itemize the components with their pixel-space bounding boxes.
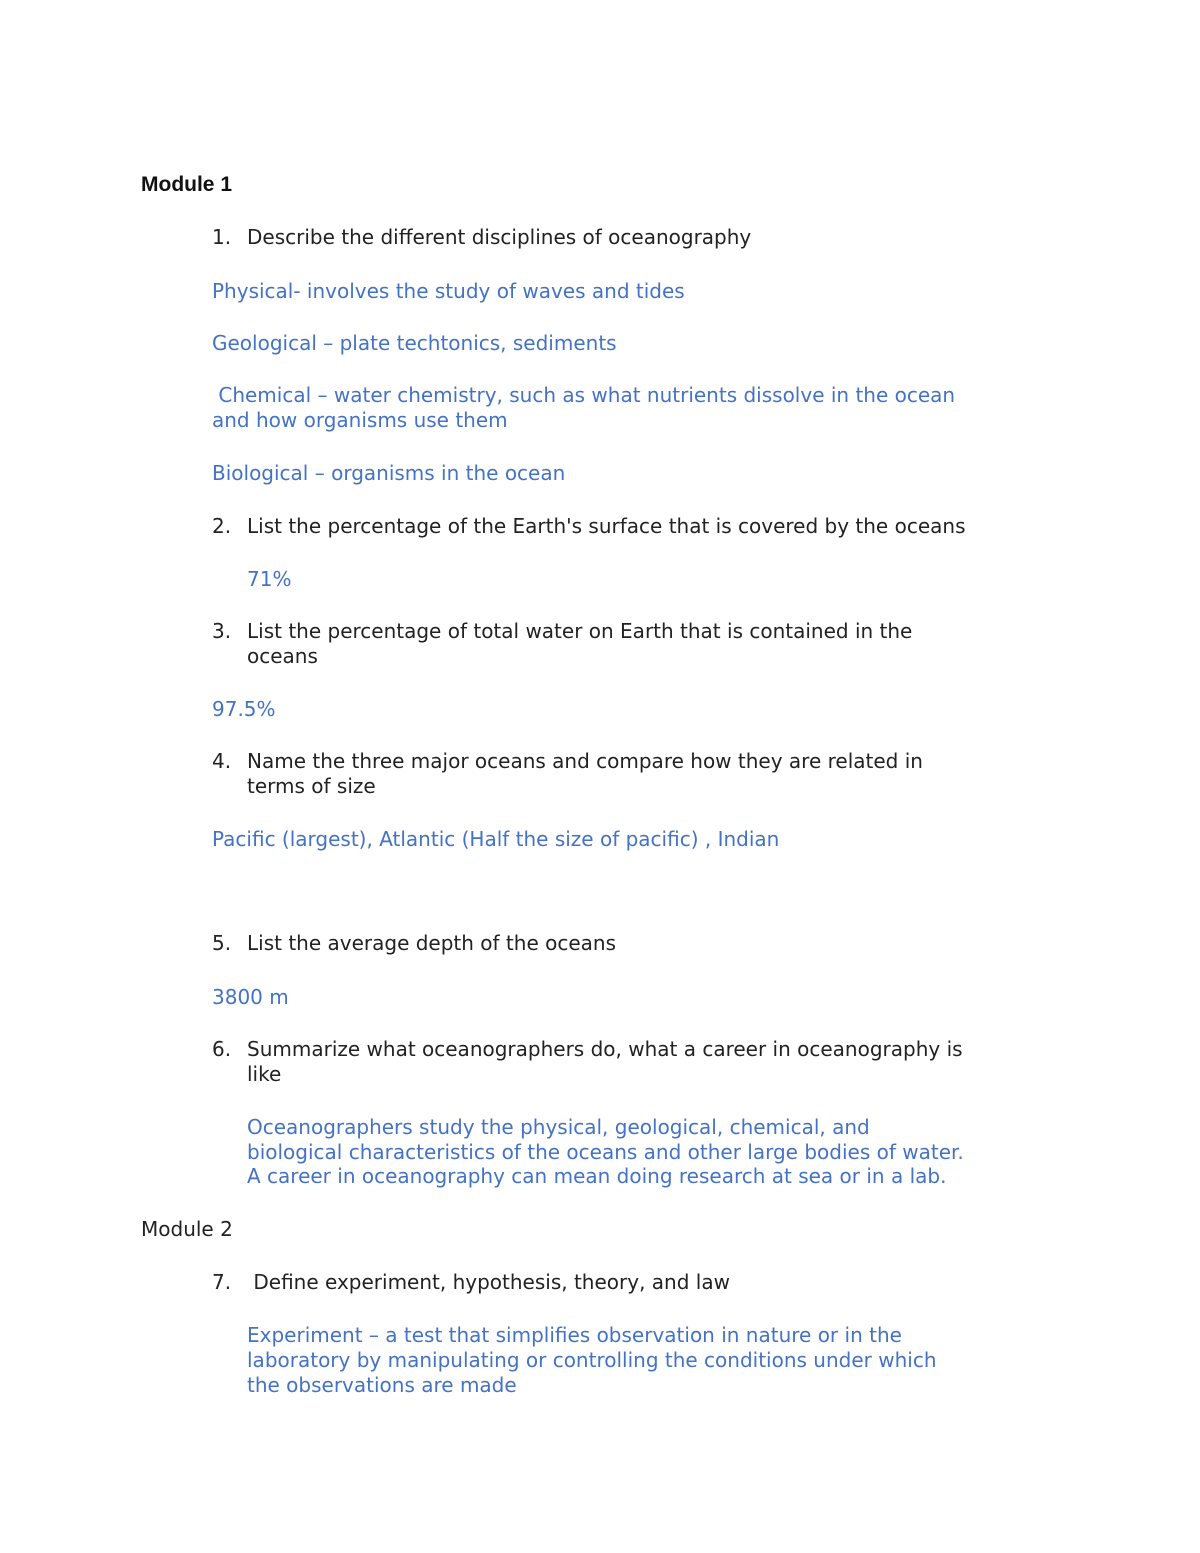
question-6-text-continued: like xyxy=(247,1062,282,1086)
answer-6-line-2: biological characteristics of the oceans and other large bodies of water. xyxy=(247,1140,964,1164)
question-1-number: 1. xyxy=(212,225,232,249)
question-4-number: 4. xyxy=(212,749,232,773)
question-7-number: 7. xyxy=(212,1270,232,1294)
question-7-text: Define experiment, hypothesis, theory, and law xyxy=(247,1270,730,1294)
module-1-heading: Module 1 xyxy=(141,173,233,196)
question-5-text: List the average depth of the oceans xyxy=(247,931,617,955)
answer-chemical-continued: and how organisms use them xyxy=(212,408,508,432)
question-5-number: 5. xyxy=(212,931,232,955)
question-3-text: List the percentage of total water on Earth that is contained in the xyxy=(247,619,913,643)
answer-physical: Physical- involves the study of waves and tides xyxy=(212,279,685,303)
answer-7-line-2: laboratory by manipulating or controlling the conditions under which xyxy=(247,1348,937,1372)
question-3-text-continued: oceans xyxy=(247,644,318,668)
answer-geological: Geological – plate techtonics, sediments xyxy=(212,331,617,355)
question-4-text: Name the three major oceans and compare how they are related in xyxy=(247,749,923,773)
answer-chemical: Chemical – water chemistry, such as what nutrients dissolve in the ocean xyxy=(212,383,956,407)
question-4-text-continued: terms of size xyxy=(247,774,376,798)
answer-biological: Biological – organisms in the ocean xyxy=(212,461,566,485)
question-3-number: 3. xyxy=(212,619,232,643)
question-6-text: Summarize what oceanographers do, what a career in oceanography is xyxy=(247,1037,963,1061)
answer-3: 97.5% xyxy=(212,697,276,721)
question-2-number: 2. xyxy=(212,514,232,538)
answer-2: 71% xyxy=(247,567,292,591)
answer-7-line-1: Experiment – a test that simplifies observation in nature or in the xyxy=(247,1323,902,1347)
answer-6-line-3: A career in oceanography can mean doing research at sea or in a lab. xyxy=(247,1164,947,1188)
answer-6-line-1: Oceanographers study the physical, geological, chemical, and xyxy=(247,1115,870,1139)
answer-5: 3800 m xyxy=(212,985,289,1009)
question-2-text: List the percentage of the Earth's surface that is covered by the oceans xyxy=(247,514,966,538)
module-2-heading: Module 2 xyxy=(141,1217,233,1241)
question-6-number: 6. xyxy=(212,1037,232,1061)
question-1-text: Describe the different disciplines of oceanography xyxy=(247,225,752,249)
answer-4: Pacific (largest), Atlantic (Half the size of pacific) , Indian xyxy=(212,827,780,851)
answer-7-line-3: the observations are made xyxy=(247,1373,517,1397)
